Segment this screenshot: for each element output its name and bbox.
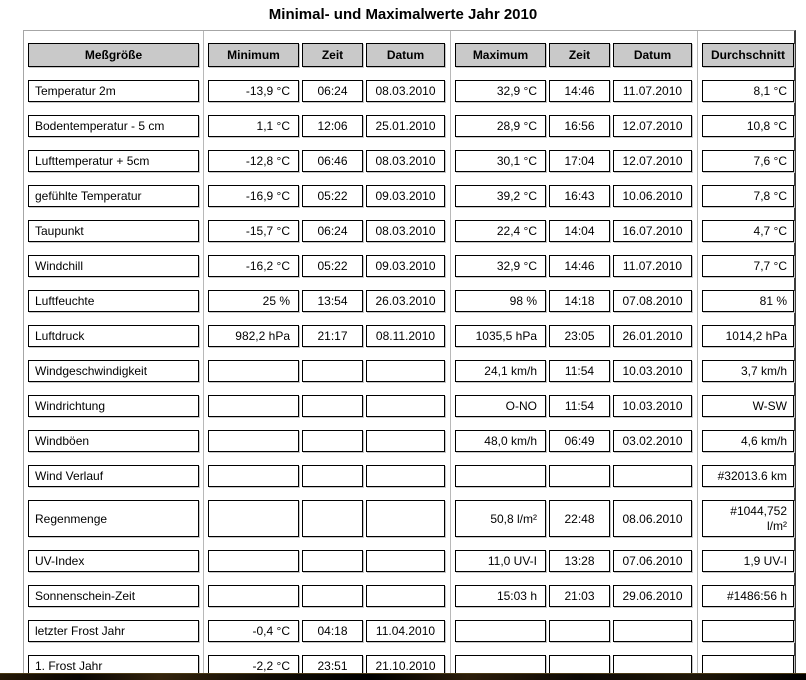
cell-maximum: 11,0 UV-I (455, 550, 546, 572)
cell-max-zeit: 11:54 (549, 360, 610, 382)
cell-durchschnitt: 7,8 °C (702, 185, 794, 207)
cell-max-zeit: 23:05 (549, 325, 610, 347)
cell-min-zeit: 06:46 (302, 150, 363, 172)
table-header-row (28, 43, 794, 67)
cell-max-zeit (549, 465, 610, 487)
cell-messgroesse: Taupunkt (28, 220, 199, 242)
cell-maximum: 32,9 °C (455, 255, 546, 277)
cell-max-datum: 10.03.2010 (613, 360, 692, 382)
cell-maximum: O-NO (455, 395, 546, 417)
cell-minimum: -13,9 °C (208, 80, 299, 102)
cell-minimum (208, 585, 299, 607)
table-row (28, 185, 794, 207)
cell-maximum: 32,9 °C (455, 80, 546, 102)
cell-durchschnitt: 81 % (702, 290, 794, 312)
table-row (28, 585, 794, 607)
cell-maximum: 48,0 km/h (455, 430, 546, 452)
cell-min-zeit: 23:51 (302, 655, 363, 677)
table-row (28, 465, 794, 487)
cell-minimum: 1,1 °C (208, 115, 299, 137)
cell-durchschnitt: 7,6 °C (702, 150, 794, 172)
header-datum-min: Datum (366, 43, 445, 67)
cell-min-datum (366, 360, 445, 382)
cell-durchschnitt: #1486:56 h (702, 585, 794, 607)
cell-max-zeit: 16:43 (549, 185, 610, 207)
table-row (28, 325, 794, 347)
cell-max-zeit: 21:03 (549, 585, 610, 607)
header-datum-max: Datum (613, 43, 692, 67)
table-row (28, 550, 794, 572)
table-row (28, 220, 794, 242)
table-row (28, 290, 794, 312)
cell-min-zeit (302, 430, 363, 452)
cell-max-zeit: 06:49 (549, 430, 610, 452)
cell-max-datum (613, 465, 692, 487)
table-row (28, 620, 794, 642)
cell-max-zeit: 17:04 (549, 150, 610, 172)
cell-max-zeit (549, 620, 610, 642)
cell-min-zeit (302, 500, 363, 537)
cell-durchschnitt: 8,1 °C (702, 80, 794, 102)
cell-max-datum: 29.06.2010 (613, 585, 692, 607)
cell-durchschnitt: 4,7 °C (702, 220, 794, 242)
cell-messgroesse: Regenmenge (28, 500, 199, 537)
cell-messgroesse: Lufttemperatur + 5cm (28, 150, 199, 172)
table-row (28, 395, 794, 417)
cell-messgroesse: Windböen (28, 430, 199, 452)
table-row (28, 255, 794, 277)
cell-min-zeit (302, 550, 363, 572)
cell-messgroesse: Windchill (28, 255, 199, 277)
cell-min-zeit: 04:18 (302, 620, 363, 642)
cell-maximum (455, 620, 546, 642)
cell-durchschnitt (702, 620, 794, 642)
cell-max-datum: 12.07.2010 (613, 115, 692, 137)
cell-max-datum: 11.07.2010 (613, 255, 692, 277)
cell-maximum (455, 465, 546, 487)
cell-maximum: 28,9 °C (455, 115, 546, 137)
cell-max-datum: 11.07.2010 (613, 80, 692, 102)
cell-max-datum: 03.02.2010 (613, 430, 692, 452)
cell-min-datum: 08.03.2010 (366, 150, 445, 172)
values-table (23, 30, 796, 680)
cell-min-zeit: 06:24 (302, 220, 363, 242)
cell-durchschnitt: 3,7 km/h (702, 360, 794, 382)
page-title: Minimal- und Maximalwerte Jahr 2010 (268, 6, 538, 23)
header-maximum: Maximum (455, 43, 546, 67)
cell-maximum: 15:03 h (455, 585, 546, 607)
cell-min-zeit (302, 585, 363, 607)
cell-max-zeit: 22:48 (549, 500, 610, 537)
cell-messgroesse: 1. Frost Jahr (28, 655, 199, 677)
cell-min-zeit (302, 360, 363, 382)
cell-messgroesse: Windrichtung (28, 395, 199, 417)
cell-min-datum: 21.10.2010 (366, 655, 445, 677)
table-row (28, 500, 794, 537)
cell-max-zeit: 13:28 (549, 550, 610, 572)
cell-maximum: 24,1 km/h (455, 360, 546, 382)
cell-min-datum: 25.01.2010 (366, 115, 445, 137)
cell-messgroesse: Windgeschwindigkeit (28, 360, 199, 382)
header-zeit-max: Zeit (549, 43, 610, 67)
cell-min-datum: 09.03.2010 (366, 185, 445, 207)
cell-minimum (208, 550, 299, 572)
cell-durchschnitt: W-SW (702, 395, 794, 417)
cell-min-datum: 26.03.2010 (366, 290, 445, 312)
cell-durchschnitt: 4,6 km/h (702, 430, 794, 452)
cell-messgroesse: Luftdruck (28, 325, 199, 347)
cell-durchschnitt: 1,9 UV-I (702, 550, 794, 572)
cell-messgroesse: letzter Frost Jahr (28, 620, 199, 642)
cell-minimum (208, 465, 299, 487)
cell-max-datum: 16.07.2010 (613, 220, 692, 242)
cell-maximum: 50,8 l/m² (455, 500, 546, 537)
cell-messgroesse: gefühlte Temperatur (28, 185, 199, 207)
cell-minimum (208, 395, 299, 417)
cell-min-datum: 08.03.2010 (366, 220, 445, 242)
cell-maximum: 98 % (455, 290, 546, 312)
cell-min-datum (366, 465, 445, 487)
table-row (28, 115, 794, 137)
cell-max-zeit: 14:46 (549, 255, 610, 277)
cell-minimum: -16,2 °C (208, 255, 299, 277)
cell-min-zeit: 05:22 (302, 185, 363, 207)
cell-minimum (208, 500, 299, 537)
cell-min-zeit: 05:22 (302, 255, 363, 277)
bottom-edge-artifact (0, 673, 806, 680)
cell-min-datum: 08.03.2010 (366, 80, 445, 102)
table-body (28, 80, 794, 677)
table-row (28, 430, 794, 452)
cell-durchschnitt: #1044,752 l/m² (702, 500, 794, 537)
cell-max-zeit: 14:46 (549, 80, 610, 102)
cell-min-zeit: 21:17 (302, 325, 363, 347)
cell-max-datum: 10.06.2010 (613, 185, 692, 207)
cell-min-zeit: 06:24 (302, 80, 363, 102)
cell-max-zeit: 14:04 (549, 220, 610, 242)
cell-minimum: -0,4 °C (208, 620, 299, 642)
cell-minimum: 25 % (208, 290, 299, 312)
cell-durchschnitt: #32013.6 km (702, 465, 794, 487)
cell-max-datum: 07.06.2010 (613, 550, 692, 572)
cell-max-datum: 10.03.2010 (613, 395, 692, 417)
cell-messgroesse: Luftfeuchte (28, 290, 199, 312)
cell-min-zeit (302, 395, 363, 417)
cell-min-datum (366, 395, 445, 417)
cell-max-datum (613, 620, 692, 642)
cell-durchschnitt: 10,8 °C (702, 115, 794, 137)
cell-max-zeit: 11:54 (549, 395, 610, 417)
cell-minimum (208, 430, 299, 452)
cell-min-datum: 09.03.2010 (366, 255, 445, 277)
cell-maximum: 22,4 °C (455, 220, 546, 242)
cell-max-zeit: 16:56 (549, 115, 610, 137)
cell-min-zeit: 12:06 (302, 115, 363, 137)
table-row (28, 360, 794, 382)
cell-durchschnitt: 7,7 °C (702, 255, 794, 277)
table-row (28, 80, 794, 102)
cell-min-datum (366, 500, 445, 537)
cell-max-datum: 26.01.2010 (613, 325, 692, 347)
header-minimum: Minimum (208, 43, 299, 67)
cell-max-datum: 07.08.2010 (613, 290, 692, 312)
cell-durchschnitt: 1014,2 hPa (702, 325, 794, 347)
cell-maximum: 39,2 °C (455, 185, 546, 207)
cell-messgroesse: Wind Verlauf (28, 465, 199, 487)
cell-min-datum (366, 550, 445, 572)
cell-max-datum: 12.07.2010 (613, 150, 692, 172)
cell-messgroesse: Sonnenschein-Zeit (28, 585, 199, 607)
cell-maximum: 30,1 °C (455, 150, 546, 172)
cell-min-datum: 08.11.2010 (366, 325, 445, 347)
header-zeit-min: Zeit (302, 43, 363, 67)
cell-min-zeit: 13:54 (302, 290, 363, 312)
cell-min-datum (366, 585, 445, 607)
cell-minimum: 982,2 hPa (208, 325, 299, 347)
cell-maximum: 1035,5 hPa (455, 325, 546, 347)
cell-min-datum: 11.04.2010 (366, 620, 445, 642)
cell-minimum: -12,8 °C (208, 150, 299, 172)
cell-minimum: -2,2 °C (208, 655, 299, 677)
cell-minimum: -15,7 °C (208, 220, 299, 242)
cell-minimum (208, 360, 299, 382)
table-row (28, 150, 794, 172)
header-messgroesse: Meßgröße (28, 43, 199, 67)
cell-min-zeit (302, 465, 363, 487)
cell-min-datum (366, 430, 445, 452)
cell-minimum: -16,9 °C (208, 185, 299, 207)
cell-max-zeit: 14:18 (549, 290, 610, 312)
cell-messgroesse: Bodentemperatur - 5 cm (28, 115, 199, 137)
header-durchschnitt: Durchschnitt (702, 43, 794, 67)
cell-messgroesse: UV-Index (28, 550, 199, 572)
cell-messgroesse: Temperatur 2m (28, 80, 199, 102)
cell-max-datum: 08.06.2010 (613, 500, 692, 537)
